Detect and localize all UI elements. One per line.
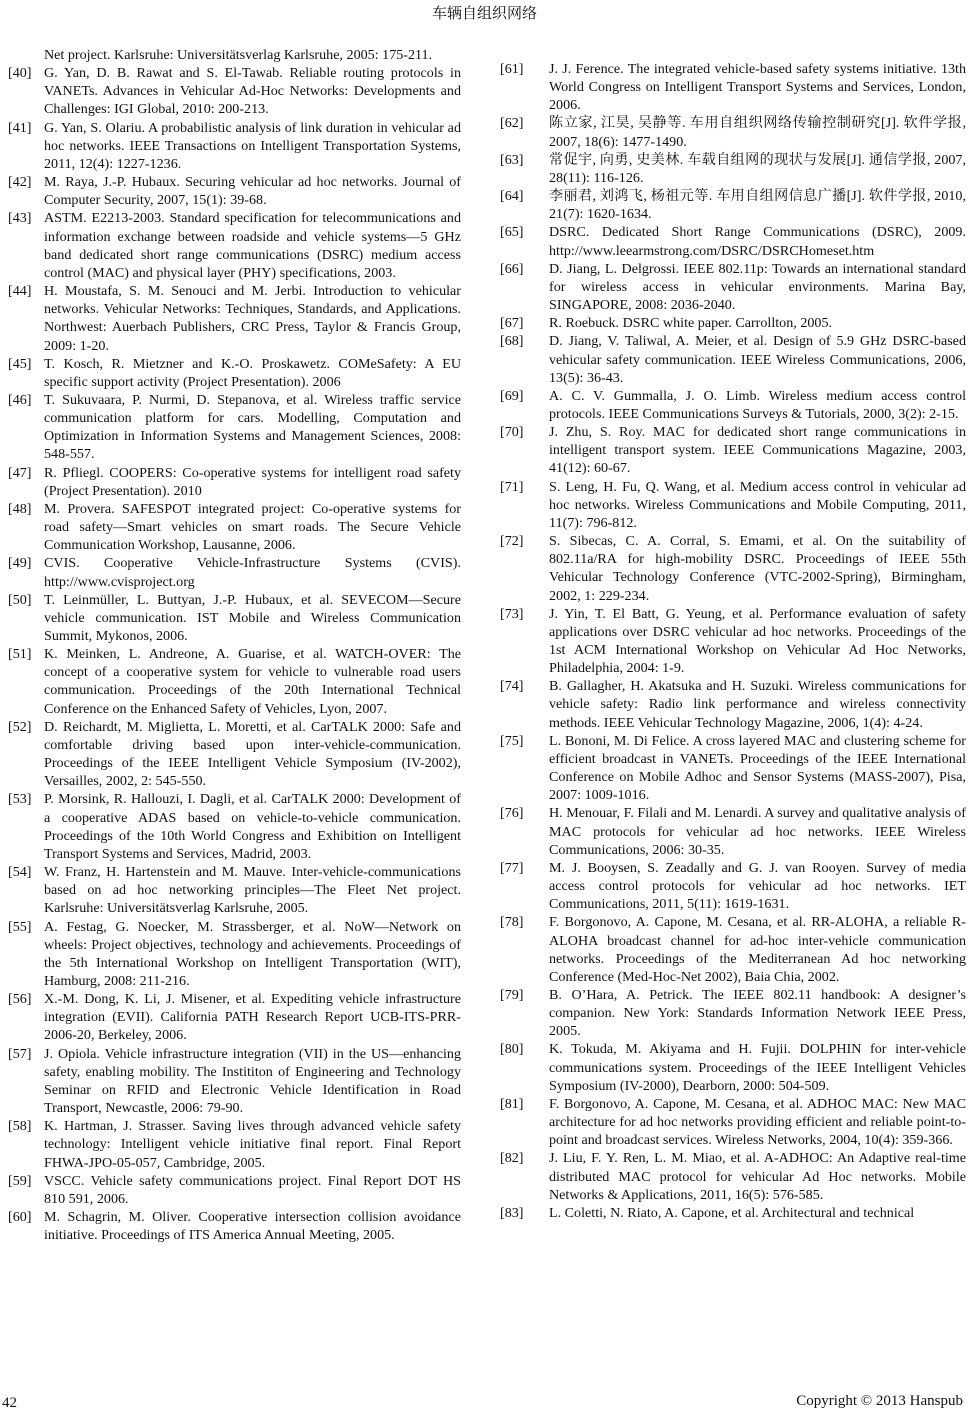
reference-entry [8, 1172, 461, 1208]
reference-entry [500, 332, 966, 386]
reference-text: D. Jiang, V. Taliwal, A. Meier, et al. Design of 5.9 GHz DSRC-based vehicular safety communication. IEEE Wireless Communications, 2006, 13(5): 36-43. [549, 333, 966, 386]
reference-number: [70] [500, 424, 524, 441]
reference-text: VSCC. Vehicle safety communications project. Final Report DOT HS 810 591, 2006. [44, 1172, 461, 1207]
reference-number: [81] [500, 1095, 524, 1112]
reference-entry [500, 1095, 966, 1149]
reference-number: [40] [8, 65, 32, 82]
reference-entry [8, 591, 461, 645]
reference-entry [8, 209, 461, 282]
reference-text: CVIS. Cooperative Vehicle-Infrastructure Systems (CVIS). http://www.cvisproject.org [44, 555, 461, 590]
reference-text: S. Leng, H. Fu, Q. Wang, et al. Medium access control in vehicular ad hoc networks. Wireless Communications and Mobile Computing, 2011, 11(7): 796-812. [549, 478, 966, 531]
reference-entry [500, 1204, 966, 1222]
reference-entry [500, 1149, 966, 1203]
reference-number: [43] [8, 210, 32, 227]
reference-text: K. Tokuda, M. Akiyama and H. Fujii. DOLPHIN for inter-vehicle communications system. Proceedings of the IEEE Intelligent Vehicles Symposium (IV-2000), Dearborn, 2000: 504-509. [549, 1041, 966, 1094]
reference-entry [8, 1117, 461, 1171]
reference-number: [56] [8, 991, 32, 1008]
left-reference-column [8, 46, 461, 1244]
reference-text: S. Sibecas, C. A. Corral, S. Emami, et al. On the suitability of 802.11a/RA for high-mobility DSRC. Proceedings of IEEE 55th Vehicular Technology Conference (VTC-2002-Spring), Birmingham, 2002, 1: 229-234. [549, 533, 966, 604]
reference-text: F. Borgonovo, A. Capone, M. Cesana, et al. ADHOC MAC: New MAC architecture for ad hoc networks providing efficient and reliable point-to-point and broadcast services. Wireless Networks, 2004, 10(4): 359-366. [549, 1095, 966, 1149]
reference-text: J. J. Ference. The integrated vehicle-based safety systems initiative. 13th World Congress on Intelligent Transport Systems and Services, London, 2006. [549, 61, 966, 114]
reference-entry [8, 282, 461, 355]
reference-number: [44] [8, 283, 32, 300]
reference-entry [8, 790, 461, 863]
reference-number: [69] [500, 387, 524, 404]
reference-entry [8, 863, 461, 917]
reference-entry [500, 605, 966, 678]
reference-entry [8, 500, 461, 554]
reference-text: W. Franz, H. Hartenstein and M. Mauve. Inter-vehicle-communications based on ad hoc networking principles—The Fleet Net project. Karlsruhe: Universitätsverlag Karlsruhe, 2005. [44, 864, 461, 917]
reference-number: [66] [500, 260, 524, 277]
reference-number: [74] [500, 678, 524, 695]
reference-text: 李丽君, 刘鸿飞, 杨祖元等. 车用自组网信息广播[J]. 软件学报, 2010, 21(7): 1620-1634. [549, 188, 966, 223]
reference-number: [46] [8, 391, 32, 408]
reference-number: [78] [500, 914, 524, 931]
reference-entry [8, 464, 461, 500]
reference-text: T. Leinmüller, L. Buttyan, J.-P. Hubaux, et al. SEVECOM—Secure vehicle communication. IST Mobile and Wireless Communication Summit, Mykonos, 2006. [44, 591, 461, 644]
reference-text: B. Gallagher, H. Akatsuka and H. Suzuki. Wireless communications for vehicle safety: Radio link performance and wireless connectivity methods. IEEE Vehicular Technology Magazine, 2006, 1(4): 4-24. [549, 678, 966, 731]
reference-text: J. Yin, T. El Batt, G. Yeung, et al. Performance evaluation of safety applications over DSRC vehicular ad hoc networks. Proceedings of the 1st ACM International Workshop on Vehicular Ad Hoc Networks, Philadelphia, 2004: 1-9. [549, 605, 966, 677]
reference-text: J. Zhu, S. Roy. MAC for dedicated short range communications in intelligent transport system. IEEE Communications Magazine, 2003, 41(12): 60-67. [549, 424, 966, 477]
reference-entry [500, 532, 966, 605]
reference-number: [65] [500, 224, 524, 241]
reference-entry [500, 187, 966, 223]
reference-number: [68] [500, 333, 524, 350]
reference-entry [500, 732, 966, 805]
reference-entry [500, 478, 966, 532]
reference-number: [59] [8, 1172, 32, 1189]
reference-text: M. Schagrin, M. Oliver. Cooperative intersection collision avoidance initiative. Proceedings of ITS America Annual Meeting, 2005. [44, 1209, 461, 1244]
reference-number: [67] [500, 315, 524, 332]
reference-text: M. Provera. SAFESPOT integrated project: Co-operative systems for road safety—Smart vehicles on smart roads. The Secure Vehicle Communication Workshop, Lausanne, 2006. [44, 500, 461, 554]
running-header: 车辆自组织网络 [431, 6, 537, 22]
reference-text: A. C. V. Gummalla, J. O. Limb. Wireless medium access control protocols. IEEE Communications Surveys & Tutorials, 2000, 3(2): 2-15. [549, 387, 966, 422]
reference-number: [55] [8, 918, 32, 935]
reference-text: L. Bononi, M. Di Felice. A cross layered MAC and clustering scheme for efficient broadcast in VANETs. Proceedings of the IEEE International Conference on Mobile Adhoc and Sensor Systems (MASS-2007), Pisa, 2007: 1009-1016. [549, 732, 966, 804]
reference-number: [41] [8, 119, 32, 136]
reference-text: H. Moustafa, S. M. Senouci and M. Jerbi. Introduction to vehicular networks. Vehicular Networks: Techniques, Standards, and Applications. Northwest: Auerbach Publishers, CRC Press, Taylor & Francis Group, 2009: 1-20. [44, 283, 461, 354]
reference-text: 陈立家, 江昊, 吴静等. 车用自组织网络传输控制研究[J]. 软件学报, 2007, 18(6): 1477-1490. [549, 115, 966, 150]
reference-text: R. Roebuck. DSRC white paper. Carrollton, 2005. [549, 315, 833, 332]
reference-entry [500, 114, 966, 150]
reference-text: L. Coletti, N. Riato, A. Capone, et al. Architectural and technical [549, 1204, 915, 1221]
reference-number: [61] [500, 61, 524, 77]
reference-number: [53] [8, 791, 32, 808]
reference-text: H. Menouar, F. Filali and M. Lenardi. A survey and qualitative analysis of MAC protocols for vehicular ad hoc networks. IEEE Wireless Communications, 2006: 30-35. [549, 805, 966, 858]
reference-number: [83] [500, 1204, 524, 1221]
reference-entry [500, 913, 966, 986]
reference-number: [45] [8, 355, 32, 372]
reference-number: [52] [8, 718, 32, 735]
reference-entry [8, 1045, 461, 1118]
reference-entry [8, 64, 461, 118]
reference-text: B. O’Hara, A. Petrick. The IEEE 802.11 handbook: A designer’s companion. New York: Standards Information Network IEEE Press, 2005. [549, 986, 966, 1040]
reference-entry [500, 151, 966, 187]
reference-text: A. Festag, G. Noecker, M. Strassberger, et al. NoW—Network on wheels: Project objectives, technology and achievements. Proceedings of the 5th International Workshop on Intelligent Transportation (WIT), Hamburg, 2008: 211-216. [44, 918, 461, 989]
reference-number: [64] [500, 188, 524, 205]
reference-text: G. Yan, D. B. Rawat and S. El-Tawab. Reliable routing protocols in VANETs. Advances in Vehicular Ad-Hoc Networks: Developments and Challenges: IGI Global, 2010: 200-213. [44, 65, 461, 118]
reference-entry [8, 645, 461, 718]
reference-text: J. Opiola. Vehicle infrastructure integration (VII) in the US—enhancing safety, enabling mobility. The Instititon of Engineering and Technology Seminar on RFID and Electronic Vehicle Identification in Road Transport, Newcastle, 2006: 79-90. [44, 1045, 461, 1117]
reference-text: K. Meinken, L. Andreone, A. Guarise, et al. WATCH-OVER: The concept of a cooperative system for vehicle to vulnerable road users communication. Proceedings of the 20th International Technical Conference on the Enhanced Safety of Vehicles, Lyon, 2007. [44, 646, 461, 717]
reference-text: M. J. Booysen, S. Zeadally and G. J. van Rooyen. Survey of media access control protocols for vehicular ad hoc networks. IET Communications, 2011, 5(11): 1619-1631. [549, 859, 966, 913]
reference-text: R. Pfliegl. COOPERS: Co-operative systems for intelligent road safety (Project Presentation). 2010 [44, 464, 461, 499]
reference-text: T. Kosch, R. Mietzner and K.-O. Proskawetz. COMeSafety: A EU specific support activity (Project Presentation). 2006 [44, 355, 461, 390]
reference-text: M. Raya, J.-P. Hubaux. Securing vehicular ad hoc networks. Journal of Computer Security, 2007, 15(1): 39-68. [44, 174, 461, 209]
reference-number: [42] [8, 174, 32, 191]
reference-entry [500, 804, 966, 858]
reference-text: K. Hartman, J. Strasser. Saving lives through advanced vehicle safety technology: Intelligent vehicle initiative final report. Final Report FHWA-JPO-05-057, Cambridge, 2005. [44, 1118, 461, 1171]
reference-text: X.-M. Dong, K. Li, J. Misener, et al. Expediting vehicle infrastructure integration (EVII). California PATH Research Report UCB-ITS-PRR-2006-20, Berkeley, 2006. [44, 991, 461, 1044]
reference-number: [79] [500, 986, 524, 1003]
reference-number: [54] [8, 864, 32, 881]
reference-text: F. Borgonovo, A. Capone, M. Cesana, et al. RR-ALOHA, a reliable R-ALOHA broadcast channel for ad-hoc inter-vehicle communication networks. Proceedings of the Mediterranean Ad hoc networking Conference (Med-Hoc-Net 2002), Baia Chia, 2002. [549, 914, 966, 985]
reference-number: [58] [8, 1118, 32, 1135]
reference-number: [73] [500, 605, 524, 622]
reference-number: [47] [8, 464, 32, 481]
reference-number: [80] [500, 1041, 524, 1058]
reference-entry [8, 990, 461, 1044]
reference-entry [8, 391, 461, 464]
reference-number: [60] [8, 1209, 32, 1225]
reference-text: P. Morsink, R. Hallouzi, I. Dagli, et al. CarTALK 2000: Development of a cooperative ADAS based on vehicle-to-vehicle communication. Proceedings of the 10th World Congress and Exhibition on Intelligent Transport Systems and Services, Madrid, 2003. [44, 791, 461, 862]
reference-number: [63] [500, 151, 524, 168]
reference-text: ASTM. E2213-2003. Standard specification for telecommunications and information exchange between roadside and vehicle systems—5 GHz band dedicated short range communications (DSRC) medium access control (MAC) and physical layer (PHY) specifications, 2003. [44, 210, 461, 281]
reference-entry [500, 223, 966, 259]
reference-number: [50] [8, 591, 32, 608]
right-reference-column [500, 60, 966, 1222]
reference-entry [500, 314, 966, 332]
reference-text: D. Jiang, L. Delgrossi. IEEE 802.11p: Towards an international standard for wireless access in vehicular environments. Marina Bay, SINGAPORE, 2008: 2036-2040. [549, 260, 966, 314]
copyright-notice: Copyright © 2013 Hanspub [796, 1393, 963, 1409]
reference-entry [500, 677, 966, 731]
reference-entry [8, 173, 461, 209]
reference-entry [500, 60, 966, 114]
reference-number: [77] [500, 859, 524, 876]
reference-number: [48] [8, 500, 32, 517]
reference-continuation: Net project. Karlsruhe: Universitätsverlag Karlsruhe, 2005: 175-211. [44, 47, 433, 63]
reference-number: [76] [500, 805, 524, 822]
reference-entry [500, 859, 966, 913]
reference-text: DSRC. Dedicated Short Range Communications (DSRC), 2009. http://www.leearmstrong.com/DSRC/DSRCHomeset.htm [549, 224, 966, 259]
reference-entry [500, 387, 966, 423]
reference-entry [8, 119, 461, 173]
reference-entry [500, 986, 966, 1040]
reference-entry [8, 355, 461, 391]
reference-text: D. Reichardt, M. Miglietta, L. Moretti, et al. CarTALK 2000: Safe and comfortable driving based upon inter-vehicle-communication. Proceedings of the IEEE Intelligent Vehicle Symposium (IV-2002), Versailles, 2002, 2: 545-550. [44, 718, 461, 790]
reference-text: T. Sukuvaara, P. Nurmi, D. Stepanova, et al. Wireless traffic service communication platform for cars. Modelling, Computation and Optimization in Information Systems and Management Sciences, 2008: 548-557. [44, 391, 461, 463]
reference-entry [8, 918, 461, 991]
reference-entry [500, 260, 966, 314]
reference-text: G. Yan, S. Olariu. A probabilistic analysis of link duration in vehicular ad hoc networks. IEEE Transactions on Intelligent Transportation Systems, 2011, 12(4): 1227-1236. [44, 119, 461, 172]
reference-number: [82] [500, 1150, 524, 1167]
reference-entry [500, 423, 966, 477]
reference-entry [8, 718, 461, 791]
reference-number: [49] [8, 555, 32, 572]
reference-number: [75] [500, 732, 524, 749]
reference-number: [57] [8, 1045, 32, 1062]
reference-text: J. Liu, F. Y. Ren, L. M. Miao, et al. A-ADHOC: An Adaptive real-time distributed MAC protocol for vehicular Ad Hoc networks. Mobile Networks & Applications, 2011, 16(5): 576-585. [549, 1150, 966, 1203]
reference-entry [8, 554, 461, 590]
reference-number: [72] [500, 533, 524, 550]
reference-number: [71] [500, 478, 524, 495]
page-number: 42 [2, 1395, 17, 1411]
reference-text: 常促宇, 向勇, 史美林. 车载自组网的现状与发展[J]. 通信学报, 2007, 28(11): 116-126. [549, 151, 966, 186]
reference-entry [500, 1040, 966, 1094]
reference-entry [8, 1208, 461, 1244]
reference-number: [51] [8, 646, 32, 663]
reference-number: [62] [500, 115, 524, 132]
